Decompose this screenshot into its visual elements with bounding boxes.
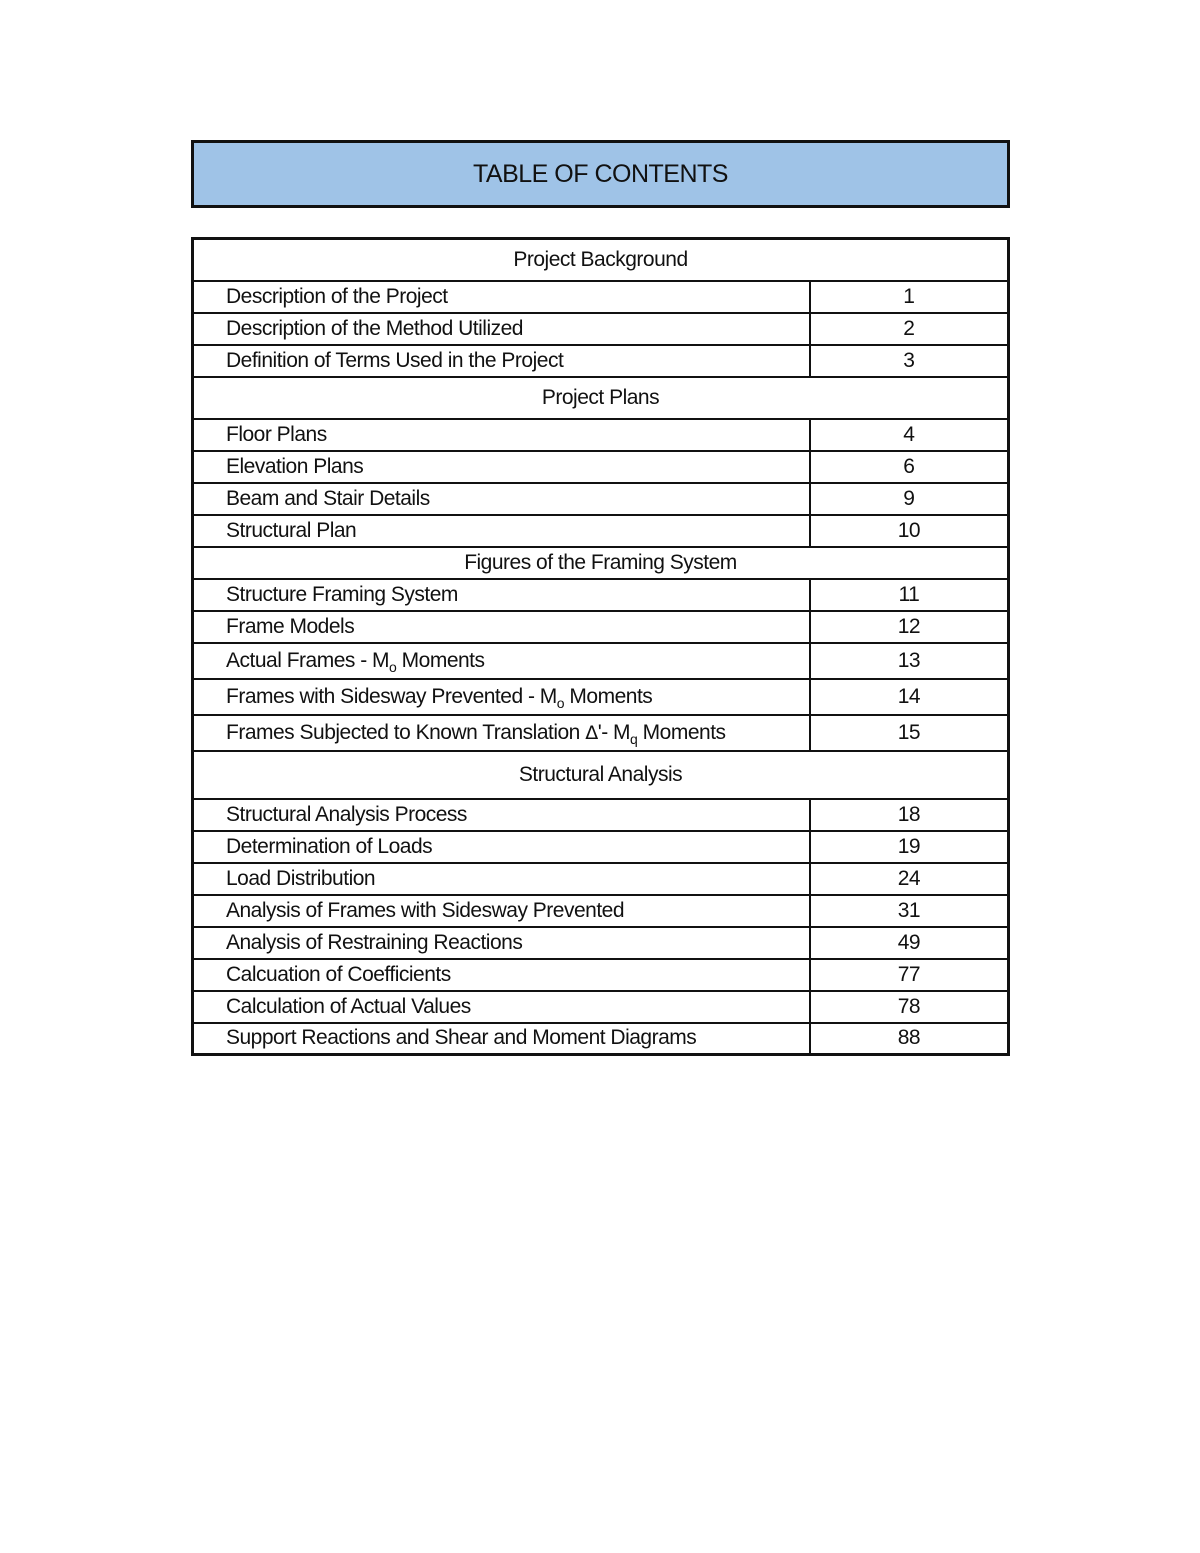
toc-entry [193, 483, 1009, 515]
entry-page-number: 14 [810, 679, 1009, 715]
entry-label-suffix: Moments [564, 684, 653, 708]
entry-page-number: 78 [810, 991, 1009, 1023]
entry-label: Beam and Stair Details [193, 483, 810, 515]
section-heading-row [193, 547, 1009, 579]
entry-page-number: 4 [810, 419, 1009, 451]
entry-page-number: 3 [810, 345, 1009, 377]
section-heading-row [193, 239, 1009, 281]
entry-label [193, 715, 810, 751]
entry-page-number: 2 [810, 313, 1009, 345]
entry-page-number: 31 [810, 895, 1009, 927]
entry-label-mid: '- M [597, 720, 631, 744]
section-heading: Project Plans [193, 377, 1009, 419]
toc-entry [193, 863, 1009, 895]
toc-entry [193, 799, 1009, 831]
entry-page-number: 12 [810, 611, 1009, 643]
entry-page-number: 19 [810, 831, 1009, 863]
entry-page-number: 49 [810, 927, 1009, 959]
entry-label: Structural Plan [193, 515, 810, 547]
document-title: TABLE OF CONTENTS [191, 140, 1010, 208]
entry-label: Analysis of Restraining Reactions [193, 927, 810, 959]
toc-entry [193, 679, 1009, 715]
toc-entry [193, 959, 1009, 991]
entry-label: Definition of Terms Used in the Project [193, 345, 810, 377]
entry-page-number: 18 [810, 799, 1009, 831]
toc-entry [193, 611, 1009, 643]
toc-entry [193, 927, 1009, 959]
section-heading-row [193, 377, 1009, 419]
entry-label: Elevation Plans [193, 451, 810, 483]
entry-label-suffix: Moments [637, 720, 726, 744]
entry-label: Description of the Method Utilized [193, 313, 810, 345]
entry-label [193, 679, 810, 715]
entry-label: Structure Framing System [193, 579, 810, 611]
entry-page-number: 13 [810, 643, 1009, 679]
toc-entry [193, 895, 1009, 927]
toc-entry [193, 579, 1009, 611]
entry-page-number: 88 [810, 1023, 1009, 1055]
subscript: o [389, 658, 397, 675]
delta-symbol: Δ [585, 721, 598, 744]
toc-entry [193, 991, 1009, 1023]
toc-entry [193, 643, 1009, 679]
entry-label: Load Distribution [193, 863, 810, 895]
entry-label: Determination of Loads [193, 831, 810, 863]
toc-entry [193, 451, 1009, 483]
section-heading: Structural Analysis [193, 751, 1009, 799]
entry-label-text: Frames with Sidesway Prevented - M [226, 684, 557, 708]
toc-entry [193, 345, 1009, 377]
subscript: o [556, 694, 565, 711]
subscript: q [630, 730, 638, 747]
section-heading-row [193, 751, 1009, 799]
toc-entry [193, 715, 1009, 751]
entry-label-text: Actual Frames - M [226, 648, 390, 672]
section-heading: Figures of the Framing System [193, 547, 1009, 579]
entry-label: Description of the Project [193, 281, 810, 313]
entry-page-number: 1 [810, 281, 1009, 313]
entry-label: Frame Models [193, 611, 810, 643]
section-heading: Project Background [193, 239, 1009, 281]
entry-label-suffix: Moments [396, 648, 485, 672]
entry-label: Calculation of Actual Values [193, 991, 810, 1023]
toc-entry [193, 831, 1009, 863]
entry-label: Structural Analysis Process [193, 799, 810, 831]
entry-label: Analysis of Frames with Sidesway Prevented [193, 895, 810, 927]
entry-label-text: Frames Subjected to Known Translation [226, 720, 586, 744]
entry-label: Calcuation of Coefficients [193, 959, 810, 991]
toc-entry [193, 281, 1009, 313]
entry-page-number: 9 [810, 483, 1009, 515]
entry-page-number: 6 [810, 451, 1009, 483]
entry-label [193, 643, 810, 679]
entry-page-number: 15 [810, 715, 1009, 751]
entry-label: Floor Plans [193, 419, 810, 451]
entry-page-number: 24 [810, 863, 1009, 895]
table-of-contents [191, 237, 1010, 1056]
entry-page-number: 11 [810, 579, 1009, 611]
toc-entry [193, 515, 1009, 547]
entry-page-number: 77 [810, 959, 1009, 991]
entry-page-number: 10 [810, 515, 1009, 547]
toc-entry [193, 313, 1009, 345]
toc-entry [193, 419, 1009, 451]
entry-label: Support Reactions and Shear and Moment Diagrams [193, 1023, 810, 1055]
toc-entry [193, 1023, 1009, 1055]
